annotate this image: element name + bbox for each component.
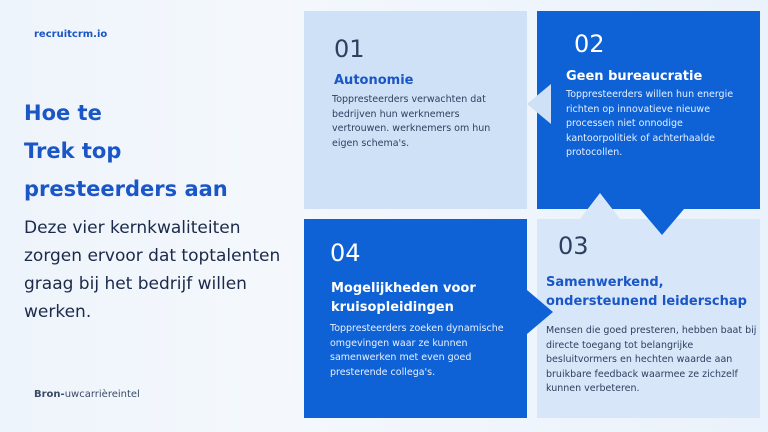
source-note <box>34 389 140 400</box>
source-label: Bron- <box>34 389 65 400</box>
pointer-arrow <box>527 290 553 334</box>
card-body: Toppresteerders verwachten dat bedrijven hun werknemers vertrouwen. werknemers om hun eigen schema's. <box>332 94 491 149</box>
pointer-arrow <box>640 209 684 235</box>
card-body: Toppresteerders willen hun energie richten op innovatieve nieuwe processen niet onnodige kantoorpolitiek of achterhaalde protocollen. <box>566 89 734 158</box>
card-title: Mogelijkheden voor kruisopleidingen <box>331 281 476 315</box>
card-leadership <box>537 219 760 418</box>
card-number: 01 <box>334 35 365 63</box>
card-body: Mensen die goed presteren, hebben baat bij directe toegang tot belangrijke besluitvormers en hechten waarde aan bruikbare feedback waarmee ze zichzelf kunnen verbeteren. <box>546 325 757 394</box>
card-number: 03 <box>558 232 589 260</box>
card-title: Geen bureaucratie <box>566 69 703 84</box>
headline-line: Hoe te <box>24 101 102 125</box>
card-title: Autonomie <box>334 73 414 88</box>
source-value: uwcarrièreintel <box>64 389 140 400</box>
headline-line: Trek top <box>24 139 122 163</box>
card-body: Toppresteerders zoeken dynamische omgevingen waar ze kunnen samenwerken met even goed presterende collega's. <box>330 323 504 378</box>
card-title: Samenwerkend, ondersteunend leiderschap <box>546 275 747 309</box>
pointer-arrow <box>580 193 620 219</box>
card-cross-training <box>304 219 527 418</box>
pointer-arrow <box>527 84 551 124</box>
card-number: 04 <box>330 239 361 267</box>
headline-line: presteerders aan <box>24 177 228 201</box>
headline <box>24 94 294 208</box>
card-autonomy <box>304 11 527 209</box>
card-number: 02 <box>574 30 605 58</box>
brand-logo: recruitcrm.io <box>34 29 108 40</box>
card-no-bureaucracy <box>537 11 760 209</box>
subtext: Deze vier kernkwaliteiten zorgen ervoor dat toptalenten graag bij het bedrijf willen werken. <box>24 218 281 322</box>
